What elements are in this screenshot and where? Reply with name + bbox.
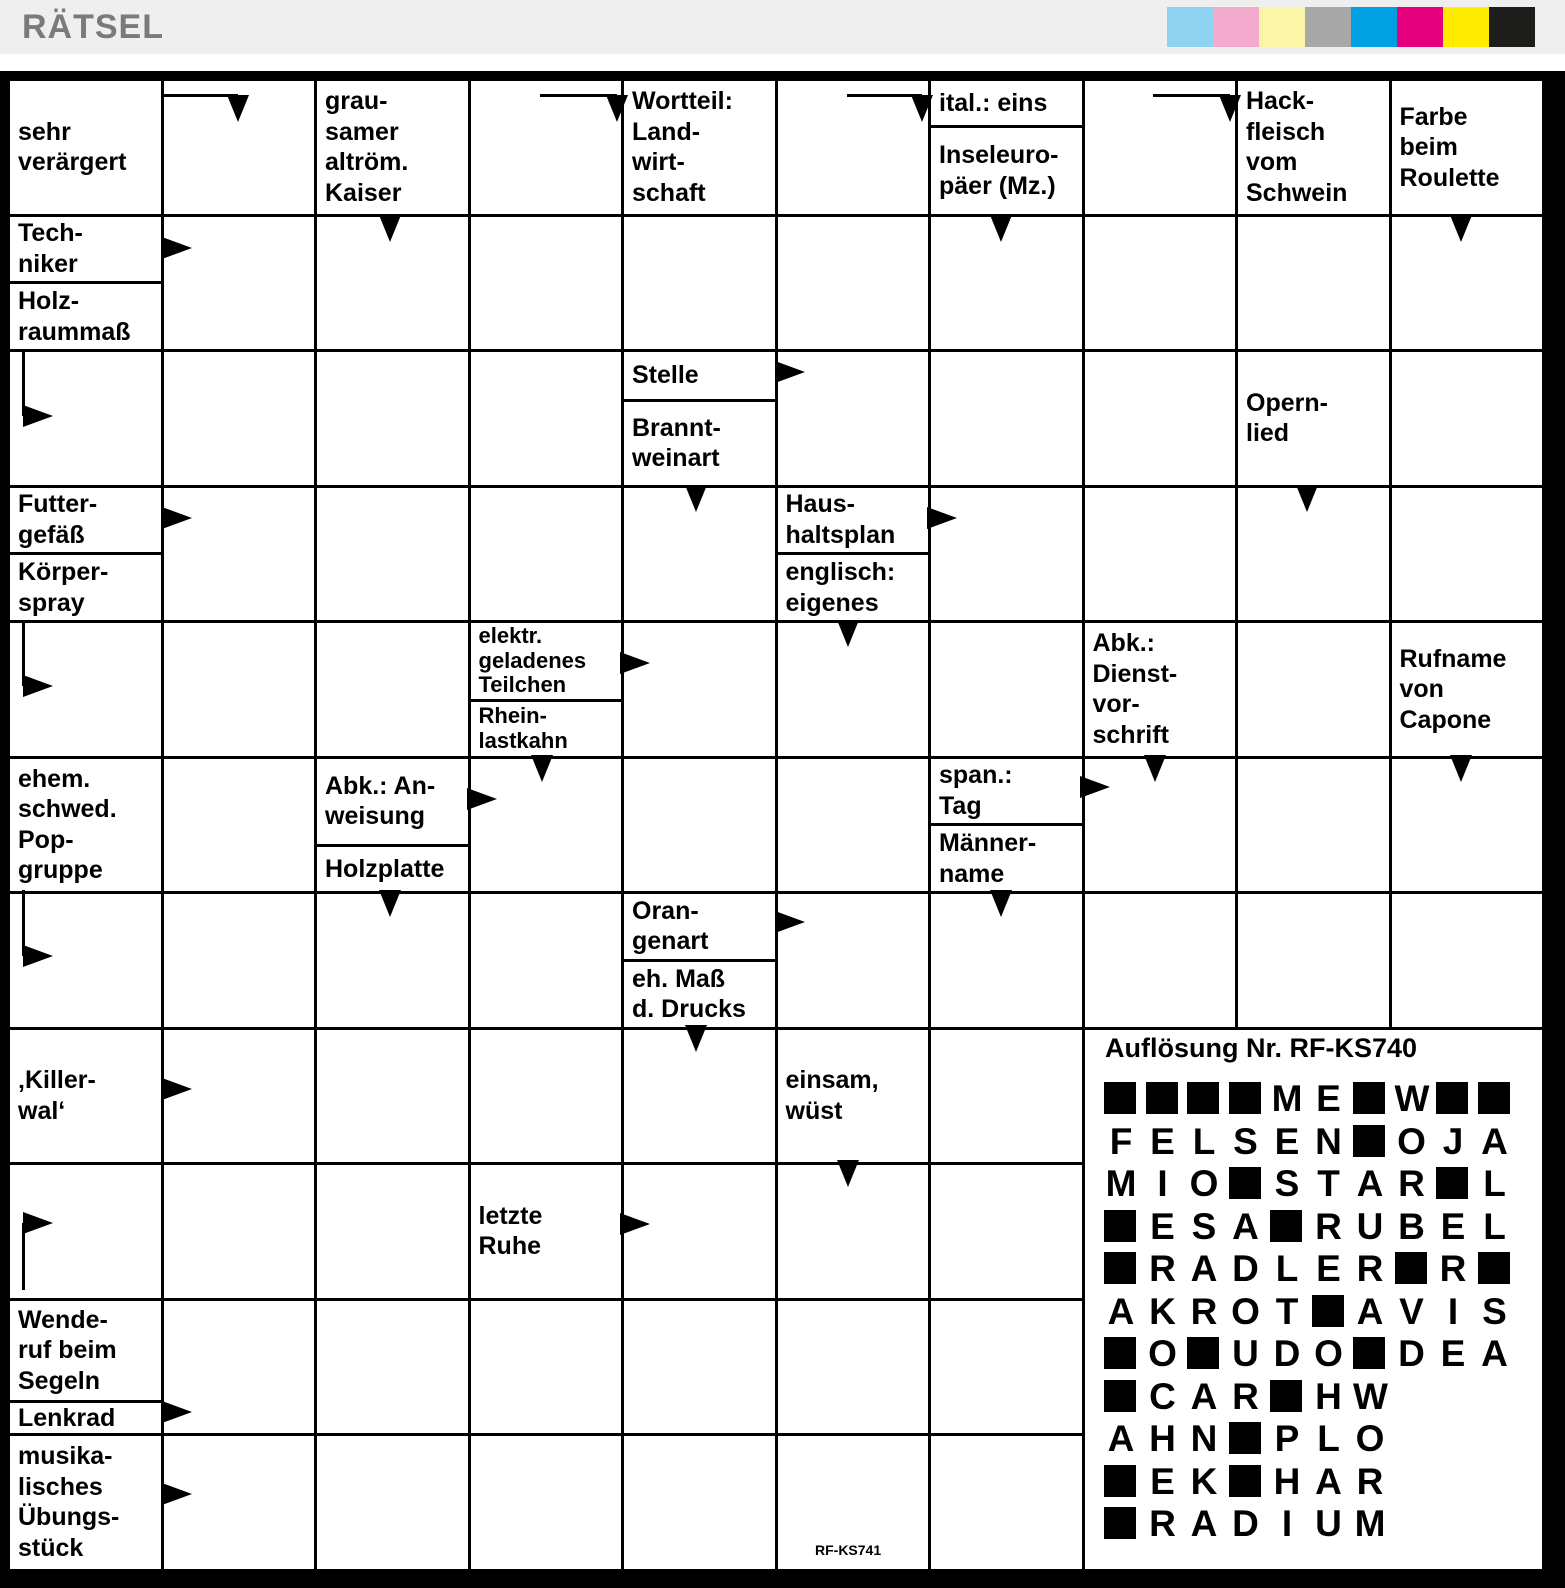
solution-block [1270,1210,1302,1242]
arrow-down-icon [379,890,401,917]
solution-letter: S [1274,1163,1300,1204]
solution-letter: U [1232,1333,1259,1374]
color-swatch [1305,7,1351,47]
solution-letter: S [1482,1290,1507,1332]
answer-cell[interactable] [1392,352,1543,485]
solution-block [1312,1295,1344,1327]
arrow-right-icon [927,507,957,529]
arrow-down-icon [1450,215,1472,242]
clue-cell: Wortteil: Land- wirt- schaft [624,81,775,214]
answer-cell[interactable] [1238,623,1389,756]
solution-row [1104,1505,1524,1545]
answer-cell[interactable] [1238,894,1389,1027]
clue-cell: sehr verärgert [10,81,161,214]
solution-block [1229,1422,1261,1454]
clue-cell: Futter- gefäß [10,488,161,553]
arrow-right-icon [162,507,192,529]
solution-letter: R [1190,1290,1218,1332]
solution-letter: R [1149,1503,1176,1544]
answer-cell[interactable] [1085,352,1236,485]
solution-letter: I [1447,1290,1459,1332]
solution-letter: R [1315,1205,1342,1247]
arrow-down-icon [1144,755,1166,782]
clue-cell: Haus- haltsplan [778,488,929,553]
solution-row [1104,1080,1524,1120]
answer-cell[interactable] [317,1301,468,1434]
answer-cell[interactable] [778,1301,929,1434]
solution-letter: A [1107,1418,1135,1459]
clue-cell: Holzplatte [317,847,468,891]
solution-block [1104,1082,1136,1114]
solution-letter: H [1273,1460,1301,1502]
answer-cell[interactable] [624,623,775,756]
solution-letter: W [1394,1078,1430,1119]
solution-letter: A [1481,1120,1508,1162]
arrow-right-icon [162,237,192,259]
color-swatch [1489,7,1535,47]
solution-block [1104,1252,1136,1284]
solution-letter: E [1440,1333,1466,1374]
answer-cell[interactable] [931,1030,1082,1163]
solution-letter: T [1275,1290,1299,1332]
solution-letter: L [1317,1418,1340,1459]
solution-letter: O [1397,1120,1426,1162]
answer-cell[interactable] [1085,217,1236,350]
solution-letter: E [1274,1120,1300,1162]
arrow-down-icon [837,620,859,647]
color-swatch [1351,7,1397,47]
color-swatch [1167,7,1213,47]
color-swatch [1259,7,1305,47]
solution-letter: S [1191,1205,1217,1247]
answer-cell[interactable] [317,488,468,621]
arrow-down-icon [911,95,933,122]
solution-row [1104,1460,1524,1503]
solution-row [1104,1165,1524,1205]
arrow-down-icon [531,755,553,782]
solution-letter: L [1483,1163,1506,1204]
solution-letter: M [1354,1503,1386,1544]
arrow-right-icon [23,675,53,697]
answer-cell[interactable] [471,894,622,1027]
answer-cell[interactable] [931,1301,1082,1434]
solution-letter: C [1149,1375,1176,1417]
solution-block [1146,1082,1178,1114]
clue-cell: Inseleuro- päer (Mz.) [931,128,1082,214]
solution-letter: N [1315,1120,1342,1162]
arrow-down-icon [1450,755,1472,782]
answer-cell[interactable] [1085,894,1236,1027]
clue-cell: Farbe beim Roulette [1392,81,1543,214]
answer-cell[interactable] [471,1301,622,1434]
solution-letter: A [1481,1333,1508,1374]
arrow-down-icon [685,485,707,512]
answer-cell[interactable] [1238,759,1389,892]
solution-letter: A [1107,1290,1135,1332]
answer-cell[interactable] [1085,488,1236,621]
answer-cell[interactable] [471,488,622,621]
arrow-down-icon [1219,95,1241,122]
solution-block [1353,1125,1385,1157]
solution-letter: E [1150,1205,1175,1247]
solution-block [1353,1082,1385,1114]
solution-block [1478,1252,1510,1284]
answer-cell[interactable] [164,759,315,892]
solution-block [1478,1082,1510,1114]
answer-cell[interactable] [778,759,929,892]
clue-cell: Stelle [624,352,775,399]
solution-block [1229,1167,1261,1199]
clue-cell: Hack- fleisch vom Schwein [1238,81,1389,214]
answer-cell[interactable] [471,352,622,485]
answer-cell[interactable] [471,81,622,214]
arrow-right-icon [23,405,53,427]
solution-letter: E [1150,1460,1175,1502]
answer-cell[interactable] [1392,488,1543,621]
solution-letter: A [1232,1205,1259,1247]
solution-letter: U [1315,1503,1342,1544]
arrow-right-icon [1080,776,1110,798]
solution-letter: L [1192,1120,1216,1162]
solution-letter: B [1398,1205,1425,1247]
solution-block [1270,1380,1302,1412]
arrow-down-icon [990,215,1012,242]
arrow-right-icon [162,1401,192,1423]
clue-cell: Brannt- weinart [624,402,775,485]
clue-cell: ehem. schwed. Pop- gruppe [10,759,161,892]
solution-block [1104,1210,1136,1242]
clue-cell: Lenkrad [10,1403,161,1433]
page-title: RÄTSEL [22,8,164,46]
answer-cell[interactable] [471,1030,622,1163]
solution-letter: A [1356,1290,1384,1332]
answer-cell[interactable] [624,217,775,350]
solution-block [1395,1252,1427,1284]
solution-block [1104,1507,1136,1539]
clue-cell: eh. Maß d. Drucks [624,962,775,1027]
clue-cell: Holz- raummaß [10,284,161,349]
answer-cell[interactable] [317,1165,468,1298]
clue-cell: Oran- genart [624,894,775,959]
solution-letter: L [1275,1248,1299,1289]
clue-cell: Rufname von Capone [1392,623,1543,756]
answer-cell[interactable] [317,1436,468,1569]
answer-cell[interactable] [931,1165,1082,1298]
solution-block [1436,1167,1468,1199]
solution-letter: H [1149,1418,1176,1459]
solution-letter: D [1273,1333,1301,1374]
solution-letter: E [1150,1120,1175,1162]
answer-cell[interactable] [471,217,622,350]
answer-cell[interactable] [1392,894,1543,1027]
solution-letter: W [1353,1375,1388,1417]
solution-block [1104,1380,1136,1412]
solution-letter: R [1356,1460,1384,1502]
clue-cell: englisch: eigenes [778,555,929,620]
solution-letter: O [1355,1418,1385,1459]
solution-letter: S [1233,1120,1258,1162]
clue-cell: grau- samer altröm. Kaiser [317,81,468,214]
answer-cell[interactable] [778,217,929,350]
arrow-down-icon [379,215,401,242]
clue-cell: ‚Killer- wal‘ [10,1030,161,1163]
solution-letter: O [1148,1333,1177,1374]
answer-cell[interactable] [1238,217,1389,350]
solution-letter: P [1274,1418,1300,1459]
clue-cell: letzte Ruhe [471,1165,622,1298]
arrow-right-icon [162,1483,192,1505]
solution-letter: R [1398,1163,1425,1204]
answer-cell[interactable] [317,1030,468,1163]
arrow-right-icon [467,788,497,810]
clue-cell: Körper- spray [10,555,161,620]
solution-letter: T [1317,1163,1340,1204]
clue-cell: einsam, wüst [778,1030,929,1163]
answer-cell[interactable] [317,623,468,756]
solution-block [1353,1337,1385,1369]
solution-letter: O [1231,1290,1260,1332]
solution-letter: U [1356,1205,1384,1247]
solution-letter: D [1232,1248,1259,1289]
clue-cell: musika- lisches Übungs- stück [10,1436,161,1569]
clue-cell: Männer- name [931,826,1082,891]
solution-block [1187,1337,1219,1369]
solution-letter: R [1356,1248,1384,1289]
solution-letter: J [1442,1120,1464,1162]
solution-letter: F [1109,1120,1133,1162]
clue-cell: Abk.: An- weisung [317,759,468,845]
answer-cell[interactable] [164,1165,315,1298]
arrow-right-icon [775,361,805,383]
arrow-right-icon [162,1078,192,1100]
color-swatch [1443,7,1489,47]
solution-letter: K [1190,1460,1218,1502]
solution-letter: O [1314,1333,1343,1374]
solution-block [1229,1465,1261,1497]
arrow-right-icon [23,1212,53,1234]
answer-cell[interactable] [624,1436,775,1569]
color-swatch [1213,7,1259,47]
solution-letter: R [1439,1248,1467,1289]
solution-block [1104,1465,1136,1497]
solution-letter: A [1190,1375,1218,1417]
solution-letter: D [1232,1503,1259,1544]
solution-letter: D [1398,1333,1425,1374]
answer-cell[interactable] [624,1301,775,1434]
arrow-down-icon [1296,485,1318,512]
solution-block [1104,1337,1136,1369]
answer-cell[interactable] [931,623,1082,756]
solution-letter: H [1315,1375,1342,1417]
solution-row [1104,1290,1524,1333]
solution-block [1436,1082,1468,1114]
solution-letter: V [1399,1290,1424,1332]
clue-cell: Opern- lied [1238,352,1389,485]
answer-cell[interactable] [778,81,929,214]
solution-row [1104,1250,1524,1290]
answer-cell[interactable] [931,352,1082,485]
clue-cell: Tech- niker [10,217,161,282]
solution-row [1104,1420,1524,1460]
solution-letter: I [1281,1503,1293,1544]
arrow-right-icon [23,945,53,967]
solution-letter: A [1356,1163,1384,1204]
clue-cell: Wende- ruf beim Segeln [10,1301,161,1401]
solution-row [1104,1375,1524,1418]
arrow-right-icon [620,1213,650,1235]
clue-cell: Rhein- lastkahn [471,702,622,756]
solution-letter: R [1149,1248,1176,1289]
clue-cell: span.: Tag [931,759,1082,824]
solution-letter: K [1149,1290,1176,1332]
solution-row [1104,1120,1524,1163]
clue-cell: elektr. geladenes Teilchen [471,623,622,699]
solution-letter: A [1315,1460,1342,1502]
arrow-down-icon [990,890,1012,917]
solution-letter: E [1316,1248,1341,1289]
solution-row [1104,1205,1524,1248]
solution-letter: R [1232,1375,1259,1417]
arrow-down-icon [227,95,249,122]
solution-letter: A [1190,1248,1218,1289]
solution-block [1187,1082,1219,1114]
arrow-down-icon [837,1160,859,1187]
answer-cell[interactable] [164,894,315,1027]
answer-cell[interactable] [164,623,315,756]
solution-letter: E [1440,1205,1466,1247]
solution-letter: O [1189,1163,1219,1204]
answer-cell[interactable] [1085,81,1236,214]
solution-letter: N [1190,1418,1218,1459]
solution-letter: M [1105,1163,1137,1204]
solution-letter: M [1271,1078,1303,1119]
solution-letter: L [1483,1205,1506,1247]
solution-block [1229,1082,1261,1114]
answer-cell[interactable] [164,352,315,485]
arrow-right-icon [775,911,805,933]
arrow-down-icon [685,1025,707,1052]
arrow-right-icon [620,652,650,674]
puzzle-code: RF-KS741 [815,1542,882,1558]
answer-cell[interactable] [931,1436,1082,1569]
answer-cell[interactable] [471,1436,622,1569]
solution-letter: E [1316,1078,1341,1119]
solution-title: Auflösung Nr. RF-KS740 [1105,1033,1418,1063]
clue-cell: ital.: eins [931,81,1082,125]
answer-cell[interactable] [317,352,468,485]
answer-cell[interactable] [624,759,775,892]
solution-row [1104,1335,1524,1375]
solution-letter: A [1190,1503,1218,1544]
clue-cell: Abk.: Dienst- vor- schrift [1085,623,1236,756]
solution-letter: I [1157,1163,1168,1204]
arrow-down-icon [606,95,628,122]
color-swatch [1397,7,1443,47]
